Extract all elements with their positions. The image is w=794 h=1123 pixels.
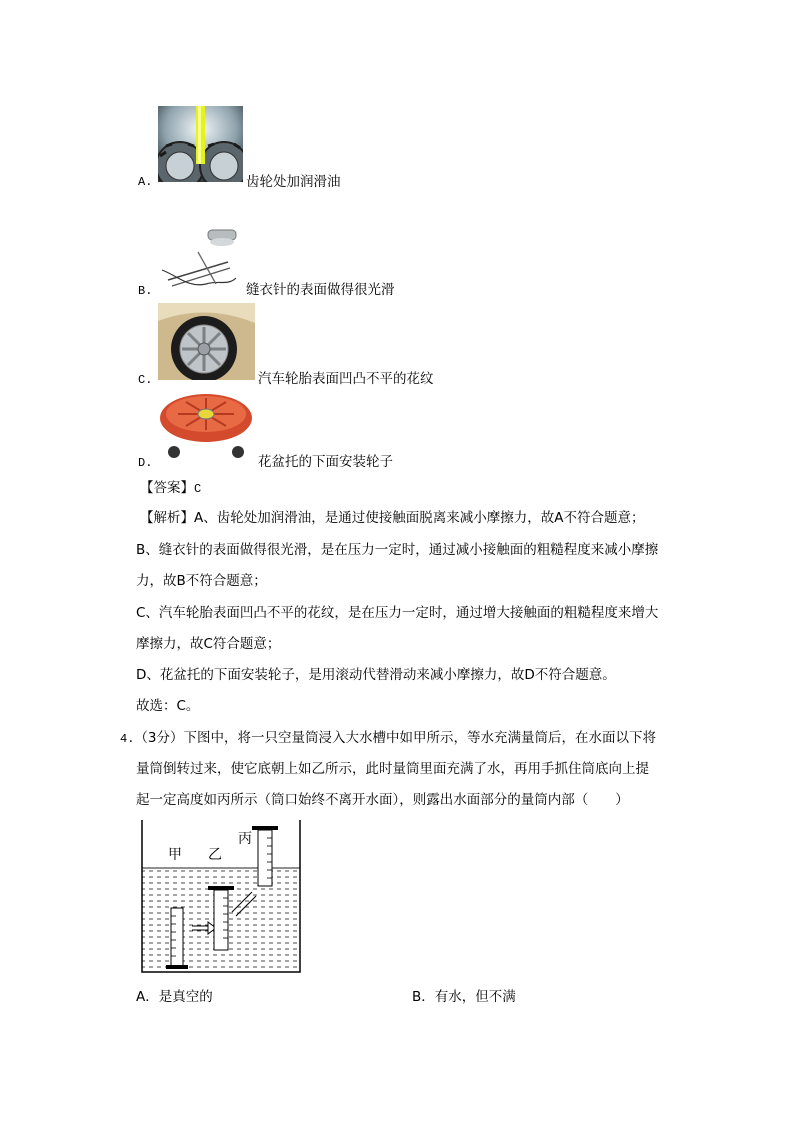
analysis-text: A、齿轮处加润滑油，是通过使接触面脱离来减小摩擦力，故A不符合题意； [194, 510, 645, 526]
flowerpot-tray-wheels-icon [158, 386, 255, 461]
question-4-line-2: 量筒倒转过来，使它底朝上如乙所示，此时量筒里面充满了水，再用手抓住筒底向上提 [136, 761, 649, 777]
option-a-image [158, 106, 243, 182]
analysis-label: 【解析】 [140, 510, 194, 526]
analysis-line-2: B、缝衣针的表面做得很光滑，是在压力一定时，通过减小接触面的粗糙程度来减小摩擦 [136, 542, 659, 558]
analysis-line-1 [140, 509, 644, 527]
option-d-image [158, 386, 255, 461]
option-d-letter: D. [138, 456, 153, 470]
option-c-image [158, 303, 255, 380]
option-c-caption: 汽车轮胎表面凹凸不平的花纹 [258, 371, 434, 387]
option-b-letter: B. [138, 284, 153, 298]
label-bing: 丙 [238, 831, 252, 847]
option-a-caption: 齿轮处加润滑油 [246, 174, 341, 190]
question-4-text-1: （3分）下图中，将一只空量筒浸入大水槽中如甲所示，等水充满量筒后，在水面以下将 [134, 730, 656, 746]
water-tank-figure [140, 820, 304, 976]
option-c-letter: C. [138, 373, 153, 387]
option-a-letter: A. [138, 175, 153, 189]
question-number: 4. [120, 732, 135, 746]
choice-b: B．有水，但不满 [412, 989, 516, 1005]
car-tire-icon [158, 303, 255, 380]
answer-value: C [194, 482, 202, 496]
option-b-image [158, 222, 240, 296]
option-b-caption: 缝衣针的表面做得很光滑 [246, 282, 395, 298]
gear-lubrication-icon [158, 106, 243, 182]
label-jia: 甲 [168, 847, 182, 863]
analysis-line-3: 力，故B不符合题意； [136, 573, 267, 589]
answer-line [140, 479, 201, 498]
analysis-line-7: 故选：C。 [136, 698, 200, 714]
analysis-line-4: C、汽车轮胎表面凹凸不平的花纹，是在压力一定时，通过增大接触面的粗糙程度来增大 [136, 605, 659, 621]
sewing-needle-icon [158, 222, 240, 296]
graduated-cylinder-diagram-icon [140, 820, 304, 976]
answer-label: 【答案】 [140, 480, 194, 496]
choice-a: A．是真空的 [136, 989, 213, 1005]
analysis-line-6: D、花盆托的下面安装轮子，是用滚动代替滑动来减小摩擦力，故D不符合题意。 [136, 667, 616, 683]
analysis-line-5: 摩擦力，故C符合题意； [136, 636, 281, 652]
question-4-line-3: 起一定高度如丙所示（筒口始终不离开水面），则露出水面部分的量筒内部（ ） [136, 792, 629, 808]
label-yi: 乙 [208, 847, 222, 863]
question-4-line-1 [120, 729, 656, 748]
option-d-caption: 花盆托的下面安装轮子 [258, 454, 393, 470]
